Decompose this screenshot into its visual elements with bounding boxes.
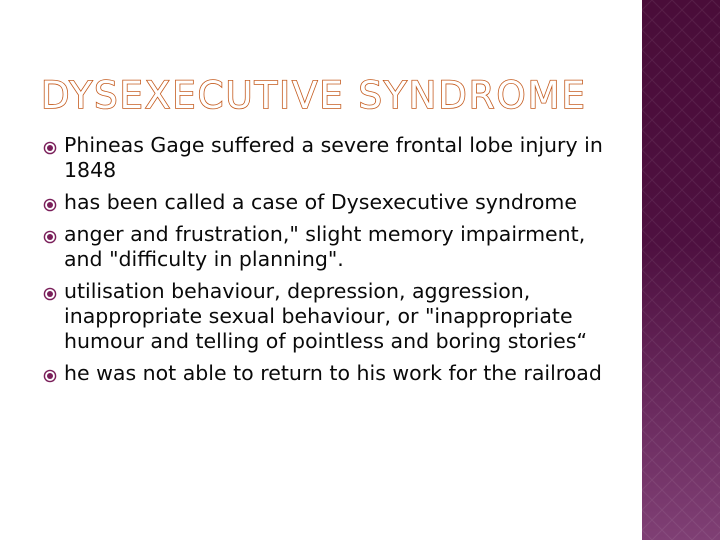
bullet-item: [43, 190, 623, 215]
decorative-side-band: [642, 0, 720, 540]
slide-title-text: Dysexecutive Syndrome: [41, 74, 587, 117]
bullet-item: [43, 361, 623, 386]
slide-title: [41, 74, 621, 116]
ringed-dot-bullet-icon: [43, 287, 57, 301]
bullet-item: [43, 133, 623, 183]
ringed-dot-bullet-icon: [43, 198, 57, 212]
ringed-dot-bullet-icon: [43, 230, 57, 244]
bullet-item: [43, 279, 623, 354]
bullet-item: [43, 222, 623, 272]
diamond-pattern-icon: [642, 0, 720, 540]
bullet-text: anger and frustration," slight memory impairment, and "difficulty in planning".: [64, 222, 586, 271]
bullet-text: has been called a case of Dysexecutive syndrome: [64, 190, 578, 214]
bullet-text: Phineas Gage suffered a severe frontal lobe injury in 1848: [64, 133, 603, 182]
bullet-list: [43, 133, 623, 393]
ringed-dot-bullet-icon: [43, 141, 57, 155]
bullet-text: he was not able to return to his work for the railroad: [64, 361, 602, 385]
bullet-text: utilisation behaviour, depression, aggression, inappropriate sexual behaviour, or "inappropriate humour and telling of pointless and boring stories“: [64, 279, 588, 353]
ringed-dot-bullet-icon: [43, 369, 57, 383]
